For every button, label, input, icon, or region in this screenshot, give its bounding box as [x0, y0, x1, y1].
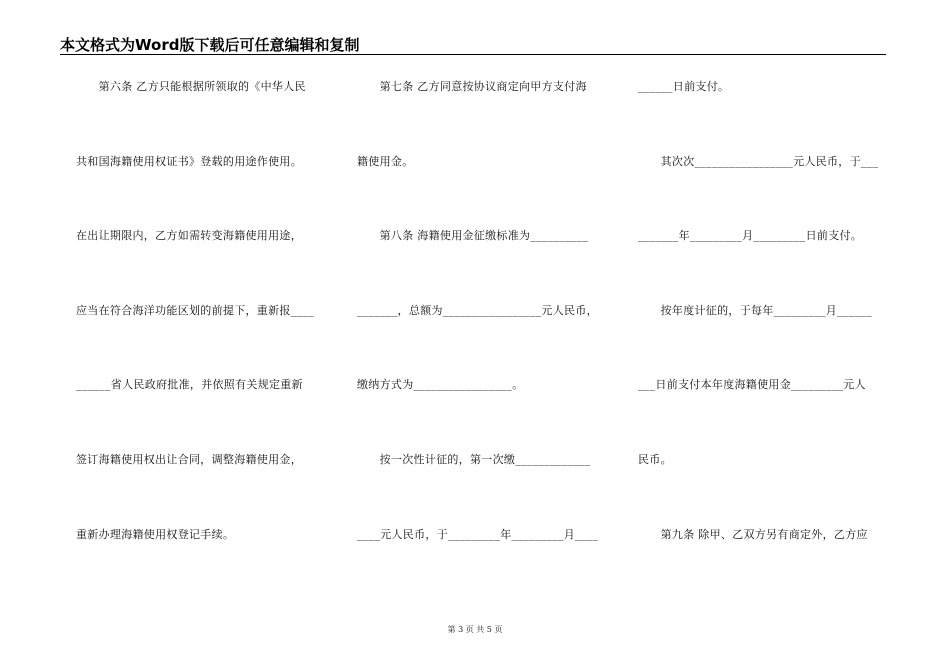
- text-line: 按一次性计征的，第一次缴_____________: [357, 453, 591, 466]
- text-line: 民币。: [638, 453, 672, 466]
- text-line: 其次次_________________元人民币，于___: [638, 155, 879, 168]
- document-header: 本文格式为Word版下载后可任意编辑和复制: [60, 36, 360, 54]
- text-line: _______年_________月_________日前支付。: [638, 229, 863, 242]
- text-line: ______日前支付。: [638, 80, 730, 93]
- text-line: 按年度计征的，于每年_________月______: [638, 304, 872, 317]
- text-line: 第八条 海籍使用金征缴标准为__________: [357, 229, 589, 242]
- text-line: 籍使用金。: [357, 155, 414, 168]
- page-number: 第 3 页 共 5 页: [447, 625, 503, 634]
- text-line: 应当在符合海洋功能区划的前提下，重新报____: [76, 304, 314, 317]
- text-line: 共和国海籍使用权证书》登载的用途作使用。: [76, 155, 302, 168]
- text-line: 签订海籍使用权出让合同，调整海籍使用金，: [76, 453, 302, 466]
- text-line: 重新办理海籍使用权登记手续。: [76, 528, 235, 541]
- text-line: ____元人民币，于_________年_________月____: [357, 528, 599, 541]
- text-line: ______省人民政府批准，并依照有关规定重新: [76, 378, 303, 391]
- text-line: 在出让期限内，乙方如需转变海籍使用用途，: [76, 229, 302, 242]
- header-rule: [60, 54, 886, 55]
- page-footer: [0, 624, 950, 635]
- text-line: 第六条 乙方只能根据所领取的《中华人民: [76, 80, 306, 93]
- text-line: 缴纳方式为_________________。: [357, 378, 524, 391]
- text-line: _______，总额为_________________元人民币，: [357, 304, 598, 317]
- text-line: ___日前支付本年度海籍使用金_________元人: [638, 378, 866, 391]
- text-line: 第九条 除甲、乙双方另有商定外，乙方应: [638, 528, 868, 541]
- text-line: 第七条 乙方同意按协议商定向甲方支付海: [357, 80, 587, 93]
